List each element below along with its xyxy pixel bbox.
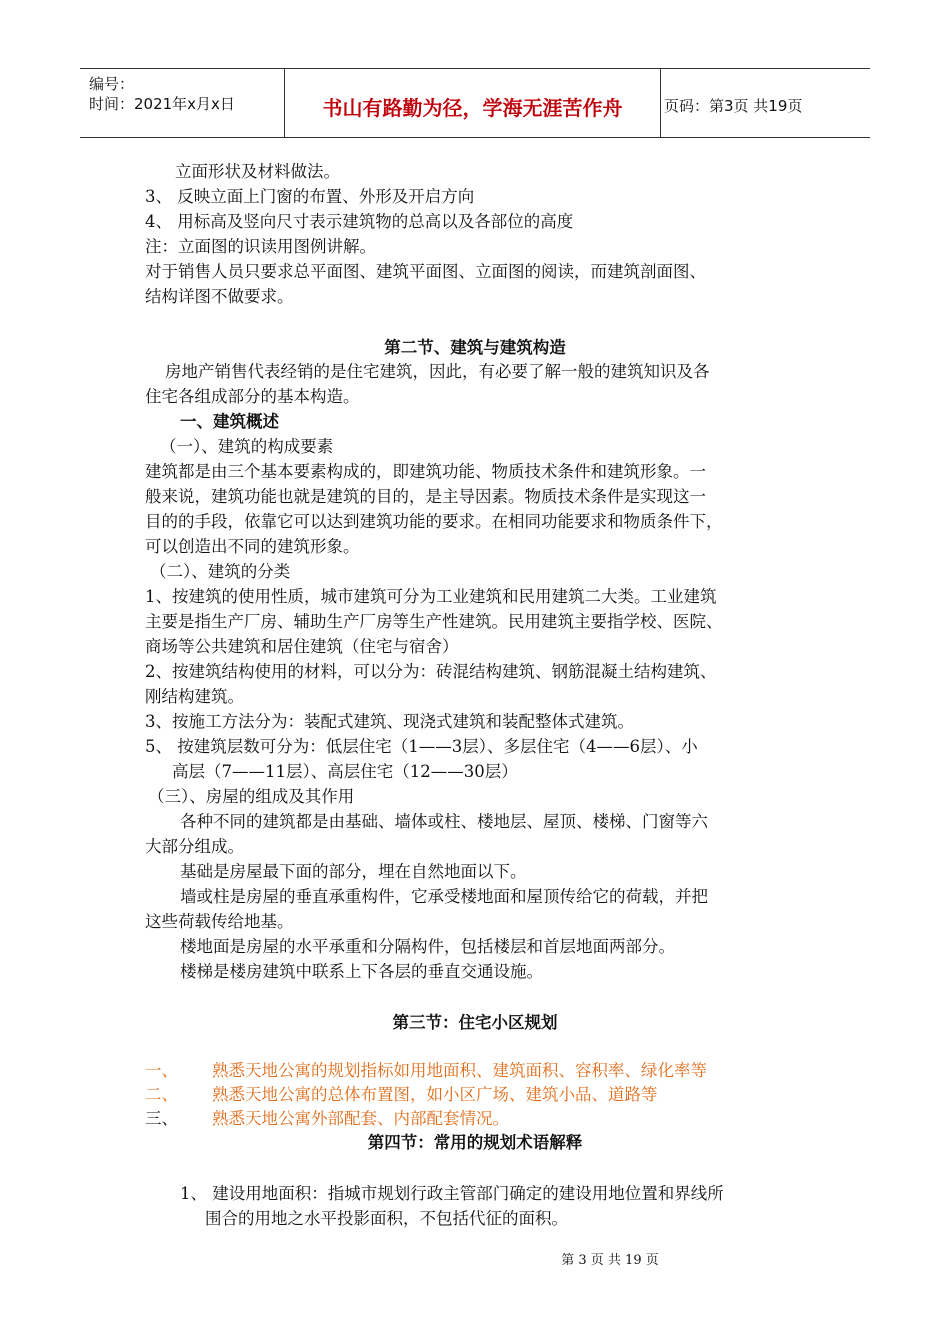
text-line: 3、按施工方法分为：装配式建筑、现浇式建筑和装配整体式建筑。 xyxy=(145,712,634,731)
section-heading: 第二节、建筑与建筑构造 xyxy=(384,338,566,357)
text-line: 围合的用地之水平投影面积，不包括代征的面积。 xyxy=(205,1209,568,1228)
text-line: 5、 按建筑层数可分为：低层住宅（1——3层）、多层住宅（4——6层）、小 xyxy=(145,737,698,756)
section-heading: 第四节：常用的规划术语解释 xyxy=(367,1133,583,1152)
list-marker: 二、 xyxy=(145,1085,178,1104)
page-footer: 第 3 页 共 19 页 xyxy=(561,1253,659,1268)
list-item: 熟悉天地公寓外部配套、内部配套情况。 xyxy=(212,1109,509,1128)
list-marker: 三、 xyxy=(145,1109,178,1128)
code-label: 编号： xyxy=(89,75,135,93)
page-label: 页码：第3页 共19页 xyxy=(664,97,803,115)
list-marker: 一、 xyxy=(145,1061,178,1080)
text-line: 主要是指生产厂房、辅助生产厂房等生产性建筑。民用建筑主要指学校、医院、 xyxy=(145,612,723,631)
text-line: （三）、房屋的组成及其作用 xyxy=(148,787,355,806)
text-line: 建筑都是由三个基本要素构成的，即建筑功能、物质技术条件和建筑形象。一 xyxy=(145,462,706,481)
list-item: 熟悉天地公寓的规划指标如用地面积、建筑面积、容积率、绿化率等 xyxy=(212,1061,707,1080)
text-line: 目的的手段，依靠它可以达到建筑功能的要求。在相同功能要求和物质条件下， xyxy=(145,512,723,531)
text-line: 楼梯是楼房建筑中联系上下各层的垂直交通设施。 xyxy=(180,962,543,981)
text-line: 基础是房屋最下面的部分，埋在自然地面以下。 xyxy=(180,862,527,881)
header-left-cell xyxy=(80,69,285,137)
text-line: 注：立面图的识读用图例讲解。 xyxy=(145,237,376,256)
text-line: （二）、建筑的分类 xyxy=(150,562,291,581)
subsection-heading: 一、建筑概述 xyxy=(180,412,279,431)
text-line: 4、 用标高及竖向尺寸表示建筑物的总高以及各部位的高度 xyxy=(145,212,574,231)
text-line: 刚结构建筑。 xyxy=(145,687,244,706)
text-line: 1、按建筑的使用性质，城市建筑可分为工业建筑和民用建筑二大类。工业建筑 xyxy=(145,587,717,606)
text-line: 楼地面是房屋的水平承重和分隔构件，包括楼层和首层地面两部分。 xyxy=(180,937,675,956)
text-line: 立面形状及材料做法。 xyxy=(175,162,340,181)
list-item: 熟悉天地公寓的总体布置图，如小区广场、建筑小品、道路等 xyxy=(212,1085,658,1104)
text-line: 高层（7——11层）、高层住宅（12——30层） xyxy=(172,762,518,781)
text-line: 结构详图不做要求。 xyxy=(145,287,294,306)
text-line: 商场等公共建筑和居住建筑（住宅与宿舍） xyxy=(145,637,459,656)
text-line: 大部分组成。 xyxy=(145,837,244,856)
text-line: 2、按建筑结构使用的材料，可以分为：砖混结构建筑、钢筋混凝土结构建筑、 xyxy=(145,662,717,681)
text-line: 房地产销售代表经销的是住宅建筑，因此，有必要了解一般的建筑知识及各 xyxy=(165,362,710,381)
header-right-cell xyxy=(661,69,870,137)
section-heading: 第三节：住宅小区规划 xyxy=(392,1013,558,1032)
text-line: 各种不同的建筑都是由基础、墙体或柱、楼地层、屋顶、楼梯、门窗等六 xyxy=(180,812,708,831)
header-center-cell xyxy=(285,69,661,137)
text-line: 住宅各组成部分的基本构造。 xyxy=(145,387,360,406)
text-line: 3、 反映立面上门窗的布置、外形及开启方向 xyxy=(145,187,475,206)
text-line: 般来说，建筑功能也就是建筑的目的，是主导因素。物质技术条件是实现这一 xyxy=(145,487,706,506)
date-label: 时间：2021年x月x日 xyxy=(89,95,235,113)
text-line: 1、 建设用地面积：指城市规划行政主管部门确定的建设用地位置和界线所 xyxy=(180,1184,724,1203)
text-line: 墙或柱是房屋的垂直承重构件，它承受楼地面和屋顶传给它的荷载，并把 xyxy=(180,887,708,906)
text-line: 这些荷载传给地基。 xyxy=(145,912,294,931)
text-line: 对于销售人员只要求总平面图、建筑平面图、立面图的阅读，而建筑剖面图、 xyxy=(145,262,706,281)
text-line: 可以创造出不同的建筑形象。 xyxy=(145,537,360,556)
motto: 书山有路勤为径，学海无涯苦作舟 xyxy=(322,96,623,120)
header-table xyxy=(80,68,870,138)
text-line: （一）、建筑的构成要素 xyxy=(160,437,334,456)
